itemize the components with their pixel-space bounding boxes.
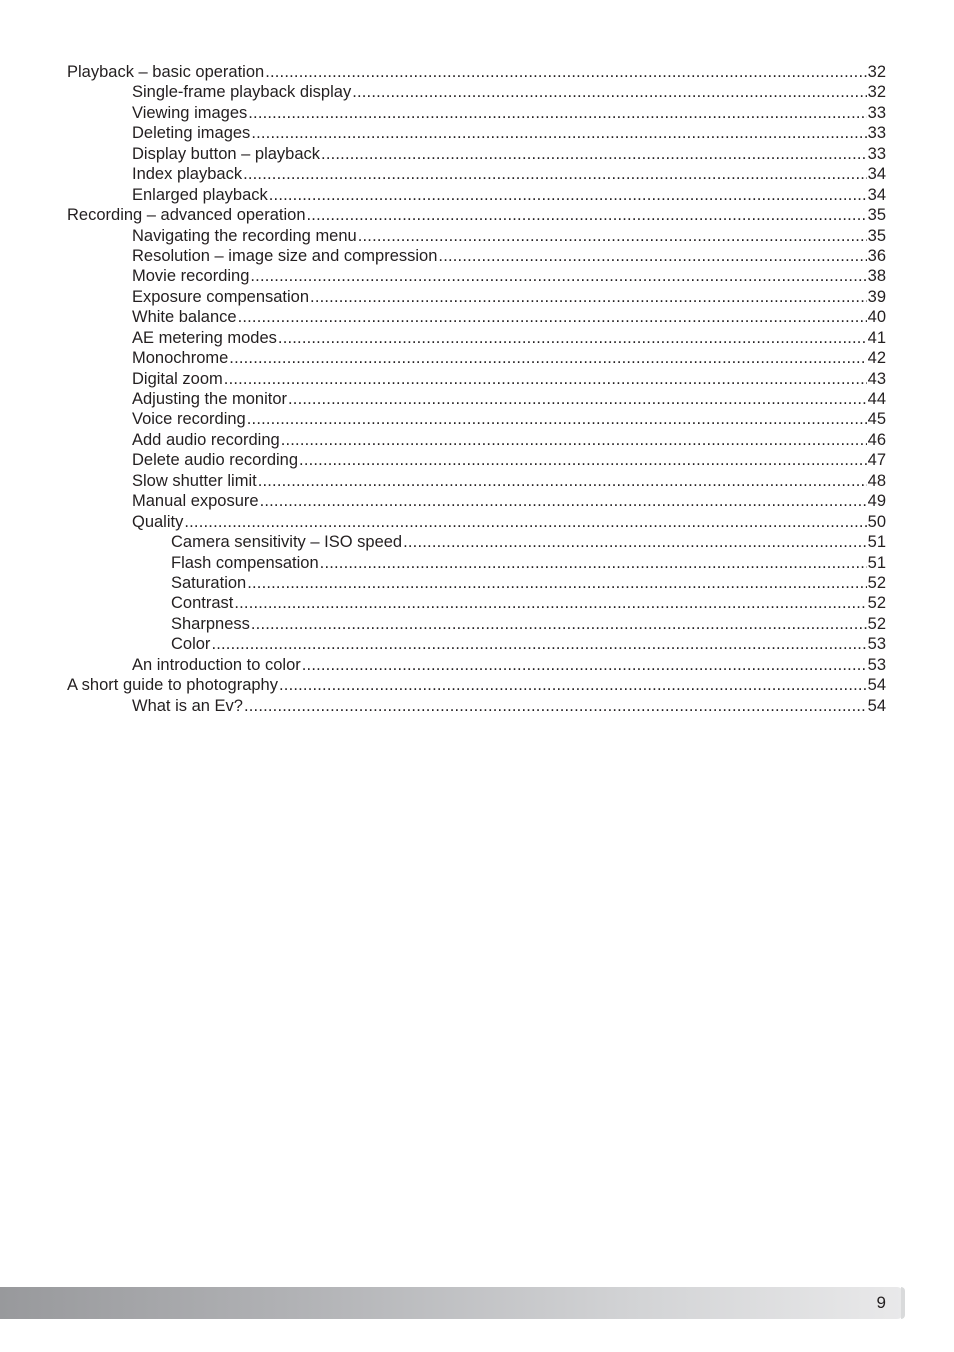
toc-entry-label: Digital zoom <box>132 369 223 388</box>
toc-entry-label: Saturation <box>171 573 247 592</box>
dot-leader <box>238 307 867 327</box>
toc-entry-label: Monochrome <box>132 349 229 368</box>
toc-entry[interactable] <box>67 62 886 82</box>
toc-entry-page: 51 <box>867 533 886 552</box>
dot-leader <box>281 430 867 450</box>
toc-entry-label: A short guide to photography <box>67 676 278 695</box>
toc-entry[interactable] <box>67 696 886 716</box>
toc-entry[interactable] <box>67 553 886 573</box>
toc-entry[interactable] <box>67 430 886 450</box>
toc-entry-page: 42 <box>867 349 886 368</box>
toc-entry-label: Slow shutter limit <box>132 471 257 490</box>
toc-entry-label: Resolution – image size and compression <box>132 246 438 265</box>
toc-entry[interactable] <box>67 593 886 613</box>
toc-entry-label: Camera sensitivity – ISO speed <box>171 533 403 552</box>
toc-entry-label: Adjusting the monitor <box>132 390 288 408</box>
dot-leader <box>307 205 867 225</box>
dot-leader <box>251 123 866 143</box>
toc-entry[interactable] <box>67 82 886 102</box>
toc-entry-label: Exposure compensation <box>132 287 310 306</box>
dot-leader <box>251 614 867 634</box>
toc-entry-label: Deleting images <box>132 124 251 143</box>
toc-entry[interactable] <box>67 266 886 286</box>
toc-entry[interactable] <box>67 348 886 368</box>
toc-entry-page: 51 <box>867 553 886 572</box>
toc-entry[interactable] <box>67 634 886 654</box>
toc-entry[interactable] <box>67 328 886 348</box>
dot-leader <box>320 553 867 573</box>
dot-leader <box>302 655 867 675</box>
toc-entry-page: 46 <box>867 430 886 449</box>
dot-leader <box>352 82 866 102</box>
toc-entry-label: Playback – basic operation <box>67 63 265 81</box>
toc-entry[interactable] <box>67 655 886 675</box>
toc-entry[interactable] <box>67 144 886 164</box>
toc-entry-label: Add audio recording <box>132 430 280 449</box>
toc-entry-label: Recording – advanced operation <box>67 206 306 225</box>
dot-leader <box>247 409 867 429</box>
toc-entry-page: 33 <box>867 124 886 143</box>
dot-leader <box>299 450 867 470</box>
dot-leader <box>438 246 866 266</box>
toc-entry-page: 53 <box>867 635 886 654</box>
footer-bar <box>0 1287 903 1319</box>
toc-entry[interactable] <box>67 103 886 123</box>
toc-entry-label: Display button – playback <box>132 144 321 163</box>
dot-leader <box>260 491 867 511</box>
toc-entry-label: Voice recording <box>132 410 246 429</box>
dot-leader <box>243 164 867 184</box>
toc-entry-page: 40 <box>867 308 886 327</box>
page-number: 9 <box>876 1293 886 1312</box>
toc-entry[interactable] <box>67 512 886 532</box>
dot-leader <box>321 144 867 164</box>
toc-entry-page: 52 <box>867 614 886 633</box>
toc-entry-label: AE metering modes <box>132 328 277 347</box>
toc-entry-label: Sharpness <box>171 614 250 633</box>
toc-entry[interactable] <box>67 450 886 470</box>
toc-entry[interactable] <box>67 573 886 593</box>
toc-entry[interactable] <box>67 369 886 389</box>
toc-entry[interactable] <box>67 409 886 429</box>
dot-leader <box>234 593 866 613</box>
toc-entry[interactable] <box>67 185 886 205</box>
toc-entry-page: 33 <box>867 144 886 163</box>
toc-entry-label: Viewing images <box>132 103 248 122</box>
toc-entry-label: What is an Ev? <box>132 696 243 715</box>
toc-entry-label: Movie recording <box>132 267 250 286</box>
toc-entry-page: 54 <box>867 676 886 695</box>
toc-entry-page: 52 <box>867 594 886 613</box>
toc-entry-page: 43 <box>867 369 886 388</box>
toc-entry-page: 34 <box>867 165 886 184</box>
dot-leader <box>248 103 866 123</box>
toc-entry-page: 50 <box>867 512 886 531</box>
toc-entry-page: 33 <box>867 103 886 122</box>
toc-entry-label: Navigating the recording menu <box>132 226 357 245</box>
dot-leader <box>265 62 866 82</box>
dot-leader <box>358 226 867 246</box>
toc-entry-page: 38 <box>867 267 886 286</box>
toc-entry-label: Index playback <box>132 165 243 184</box>
toc-entry-label: Quality <box>132 512 184 531</box>
toc-entry[interactable] <box>67 123 886 143</box>
dot-leader <box>278 328 867 348</box>
toc-entry-page: 54 <box>867 696 886 715</box>
toc-entry-page: 41 <box>867 328 886 347</box>
toc-entry-label: White balance <box>132 308 237 327</box>
toc-entry[interactable] <box>67 471 886 491</box>
toc-entry-page: 48 <box>867 471 886 490</box>
toc-entry[interactable] <box>67 226 886 246</box>
toc-entry-page: 32 <box>867 63 886 81</box>
toc-entry-label: Single-frame playback display <box>132 83 352 102</box>
toc-entry-page: 47 <box>867 451 886 470</box>
toc-entry[interactable] <box>67 164 886 184</box>
dot-leader <box>244 696 867 716</box>
dot-leader <box>269 185 867 205</box>
toc-entry-label: Flash compensation <box>171 553 319 572</box>
dot-leader <box>250 266 866 286</box>
toc-entry[interactable] <box>67 614 886 634</box>
toc-entry-page: 36 <box>867 246 886 265</box>
dot-leader <box>310 287 867 307</box>
toc-entry-label: Manual exposure <box>132 492 259 511</box>
toc-entry-page: 32 <box>867 83 886 102</box>
toc-entry[interactable] <box>67 389 886 409</box>
toc-entry[interactable] <box>67 307 886 327</box>
toc-entry[interactable] <box>67 491 886 511</box>
toc-entry[interactable] <box>67 675 886 695</box>
toc-entry-page: 35 <box>867 206 886 225</box>
toc-entry-label: Enlarged playback <box>132 185 268 204</box>
toc-entry-page: 39 <box>867 287 886 306</box>
toc-entry-page: 45 <box>867 410 886 429</box>
table-of-contents <box>67 62 886 716</box>
toc-entry[interactable] <box>67 287 886 307</box>
toc-entry-label: Color <box>171 635 211 654</box>
dot-leader <box>247 573 866 593</box>
dot-leader <box>258 471 867 491</box>
dot-leader <box>279 675 867 695</box>
dot-leader <box>288 389 867 409</box>
toc-entry-page: 49 <box>867 492 886 511</box>
toc-entry-page: 53 <box>867 655 886 674</box>
toc-entry[interactable] <box>67 205 886 225</box>
toc-entry[interactable] <box>67 246 886 266</box>
toc-entry[interactable] <box>67 532 886 552</box>
toc-entry-label: An introduction to color <box>132 655 301 674</box>
toc-entry-page: 35 <box>867 226 886 245</box>
dot-leader <box>224 369 867 389</box>
toc-entry-label: Contrast <box>171 594 234 613</box>
dot-leader <box>184 512 866 532</box>
dot-leader <box>211 634 866 654</box>
toc-entry-label: Delete audio recording <box>132 451 299 470</box>
toc-entry-page: 52 <box>867 573 886 592</box>
toc-entry-page: 34 <box>867 185 886 204</box>
dot-leader <box>403 532 867 552</box>
toc-entry-page: 44 <box>867 390 886 408</box>
dot-leader <box>229 348 866 368</box>
